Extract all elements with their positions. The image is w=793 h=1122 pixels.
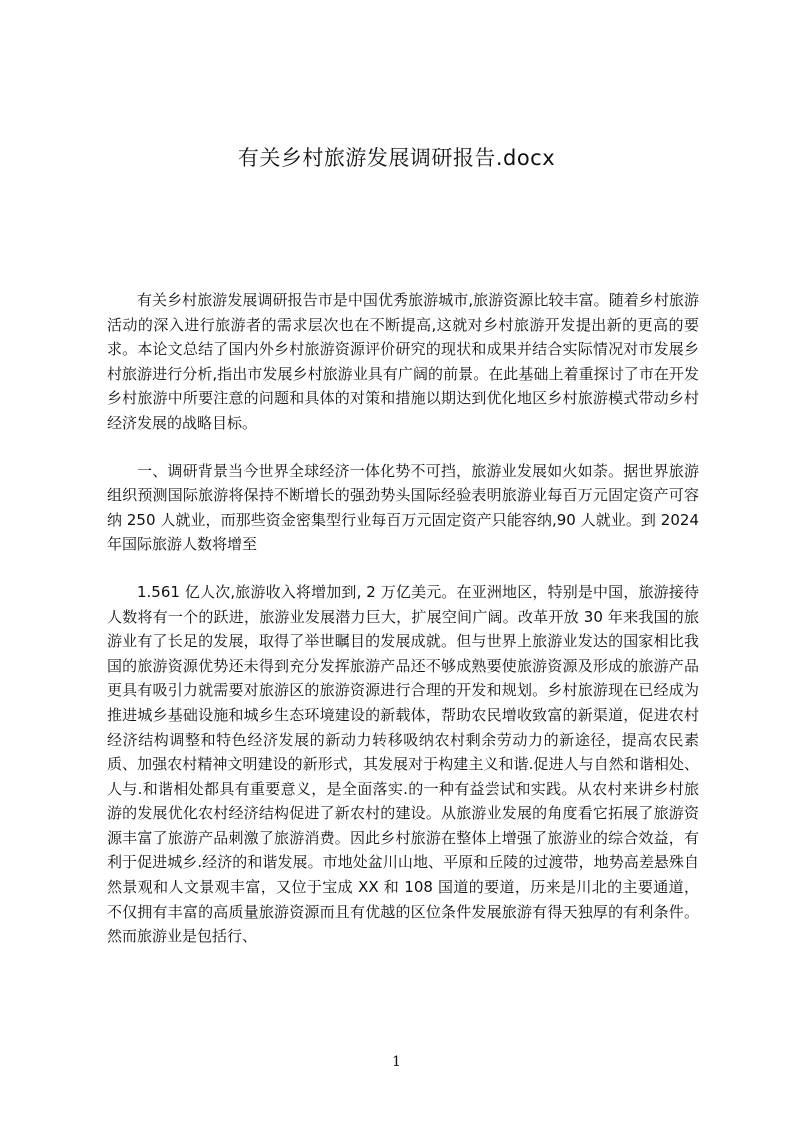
paragraph-tourism-development: 1.561 亿人次,旅游收入将增加到, 2 万亿美元。在亚洲地区，特别是中国，旅游接待人数将有一个的跃进，旅游业发展潜力巨大，扩展空间广阔。改革开放 30 年来我国的旅游业有了长足的发展，取得了举世瞩目的发展成就。但与世界上旅游业发达的国家相比我国的旅游资源优势还未得到充分发挥旅游产品还不够成熟要使旅游资源及形成的旅游产品更具有吸引力就需要对旅游区的旅游资源进行合理的开发和规划。乡村旅游现在已经成为推进城乡基础设施和城乡生态环境建设的新载体，帮助农民增收致富的新渠道，促进农村经济结构调整和特色经济发展的新动力转移吸纳农村剩余劳动力的新途径，提高农民素质、加强农村精神文明建设的新形式，其发展对于构建主义和谐.促进人与自然和谐相处、人与.和谐相处都具有重要意义，是全面落实.的一种有益尝试和实践。从农村来讲乡村旅游的发展优化农村经济结构促进了新农村的建设。从旅游业发展的角度看它拓展了旅游资源丰富了旅游产品刺激了旅游消费。因此乡村旅游在整体上增强了旅游业的综合效益，有利于促进城乡.经济的和谐发展。市地处盆川山地、平原和丘陵的过渡带，地势高差悬殊自然景观和人文景观丰富，又位于宝成 XX 和 108 国道的要道，历来是川北的主要通道，不仅拥有丰富的高质量旅游资源而且有优越的区位条件发展旅游有得天独厚的有利条件。然而旅游业是包括行、 <box>107 582 699 946</box>
page-number: 1 <box>392 1054 401 1070</box>
paragraph-abstract: 有关乡村旅游发展调研报告市是中国优秀旅游城市,旅游资源比较丰富。随着乡村旅游活动的深入进行旅游者的需求层次也在不断提高,这就对乡村旅游开发提出新的更高的要求。本论文总结了国内外乡村旅游资源评价研究的现状和成果并结合实际情况对市发展乡村旅游进行分析,指出市发展乡村旅游业具有广阔的前景。在此基础上着重探讨了市在开发乡村旅游中所要注意的问题和具体的对策和措施以期达到优化地区乡村旅游模式带动乡村经济发展的战略目标。 <box>107 291 699 432</box>
document-title: 有关乡村旅游发展调研报告.docx <box>237 146 556 170</box>
paragraph-background: 一、调研背景当今世界全球经济一体化势不可挡，旅游业发展如火如荼。据世界旅游组织预测国际旅游将保持不断增长的强劲势头国际经验表明旅游业每百万元固定资产可容纳 250 人就业，而那些资金密集型行业每百万元固定资产只能容纳,90 人就业。到 2024 年国际旅游人数将增至 <box>107 461 699 554</box>
document-body <box>107 288 699 972</box>
